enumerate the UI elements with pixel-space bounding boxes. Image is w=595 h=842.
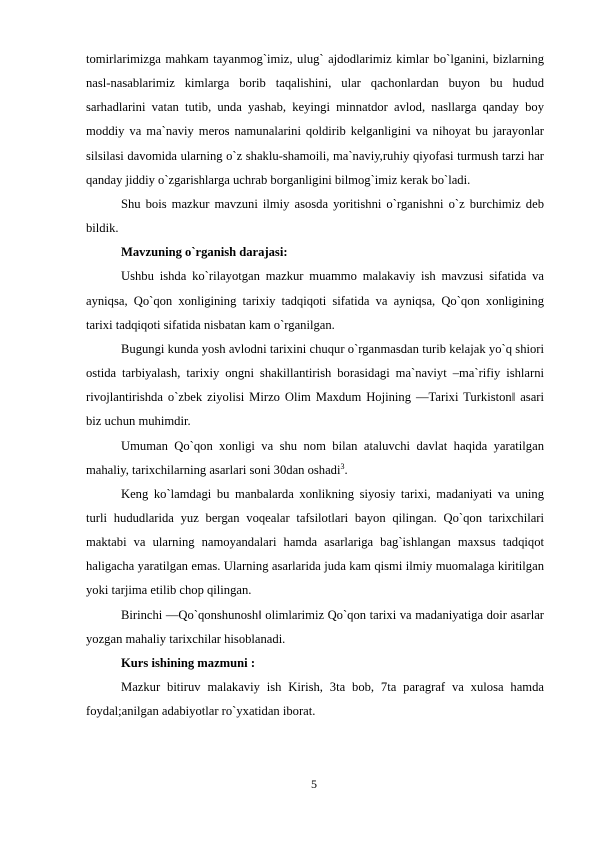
heading-course-content: Kurs ishining mazmuni : <box>121 655 256 670</box>
paragraph-young-generation: Bugungi kunda yosh avlodni tarixini chuqur o`rganmasdan turib kelajak yo`q shiori ostida tarbiyalash, tarixiy ongni shakillantirish borasidagi ma`naviyt –ma`rifiy ishlarni rivojlantirishda o`zbek ziyolisi Mirzo Olim Maxdum Hojining ―Tarixi Turkiston‖ asari biz uchun muhimdir. <box>86 341 544 429</box>
paragraph-purpose: Shu bois mazkur mavzuni ilmiy asosda yoritishni o`rganishni o`z burchimiz deb bildik. <box>86 196 544 236</box>
paragraph-first-scholars: Birinchi ―Qo`qonshunosh‖ olimlarimiz Qo`qon tarixi va madaniyatiga doir asarlar yozgan mahaliy tarixchilar hisoblanadi. <box>86 607 544 646</box>
footnote-reference[interactable]: 3 <box>340 461 345 471</box>
body-text <box>86 47 544 723</box>
paragraph-study-level: Ushbu ishda ko`rilayotgan mazkur muammo malakaviy ish mavzusi sifatida va ayniqsa, Qo`qon xonligining tarixiy tadqiqoti sifatida va ayniqsa, Qo`qon xonligining tarixi tadqiqoti sifatida nisbatan kam o`rganilgan. <box>86 269 544 332</box>
paragraph-sources: Keng ko`lamdagi bu manbalarda xonlikning siyosiy tarixi, madaniyati va uning turli hududlarida yuz bergan voqealar tafsilotlari bayon qilingan. Qo`qon tarixchilari maktabi va ularning namoyandalari hamda asarlariga bag`ishlangan maxsus tadqiqot haligacha yaratilgan emas. Ularning asarlarida juda kam qismi ilmiy muomalaga kiritilgan yoki tarjima etilib chop qilingan. <box>86 486 544 598</box>
paragraph-heritage: tomirlarimizga mahkam tayanmog`imiz, ulug` ajdodlarimiz kimlar bo`lganini, bizlarning nasl-nasablarimiz kimlarga borib taqalishini, ular qachonlardan buyon bu hudud sarhadlarini vatan tutib, unda yashab, keyingi minnatdor avlod, nasllarga qanday boy moddiy va ma`naviy meros namunalarini qoldirib kelganligini va nihoyat bu jarayonlar silsilasi davomida ularning o`z shaklu-shamoili, ma`naviy,ruhiy qiyofasi turmush tarzi har qanday jiddiy o`zgarishlarga uchrab borganligini bilmog`imiz kerak bo`ladi. <box>86 52 544 187</box>
page-number: 5 <box>311 777 317 791</box>
paragraph-structure: Mazkur bitiruv malakaviy ish Kirish, 3ta bob, 7ta paragraf va xulosa hamda foydal;anilgan adabiyotlar ro`yxatidan iborat. <box>86 680 544 719</box>
heading-study-level: Mavzuning o`rganish darajasi: <box>121 245 288 260</box>
paragraph-historians-end: . <box>344 462 348 477</box>
paragraph-historians-text: Umuman Qo`qon xonligi va shu nom bilan ataluvchi davlat haqida yaratilgan mahaliy, tarixchilarning asarlari soni 30dan oshadi <box>86 438 544 477</box>
paragraph-historians-count <box>86 434 544 482</box>
